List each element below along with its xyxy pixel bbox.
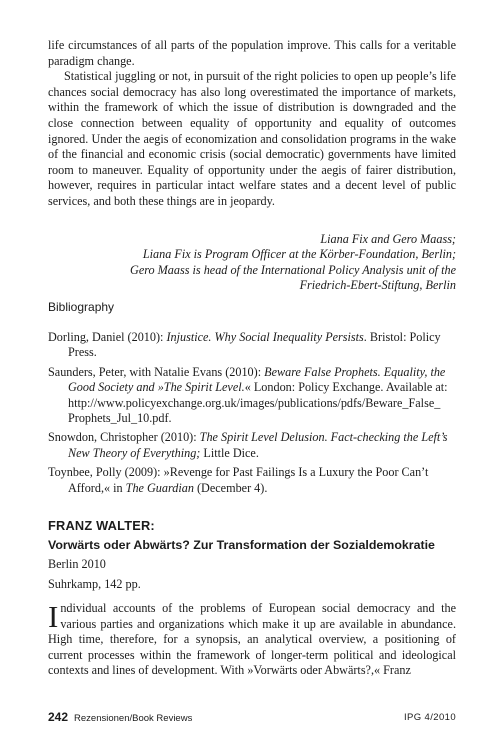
bib-rest: . Bristol: Policy Press. (68, 330, 441, 360)
signature-line-2: Liana Fix is Program Officer at the Körber-Foundation, Berlin; (142, 247, 456, 262)
bibliography-heading: Bibliography (48, 300, 115, 314)
review-dropcap: I (48, 599, 59, 634)
bib-rest: »Revenge for Past Failings Is a Luxury the Poor Can’t Afford,« in (68, 465, 429, 495)
bib-title: The Spirit Level Delusion. Fact-checking the Left’s New Theory of Everything; (68, 430, 448, 460)
signature-line-4: Friedrich-Ebert-Stiftung, Berlin (299, 278, 456, 293)
bibliography-entry (48, 365, 456, 427)
journal-issue: IPG 4/2010 (403, 712, 456, 723)
review-publisher: Suhrkamp, 142 pp. (48, 577, 141, 592)
bibliography-entry (48, 330, 456, 361)
review-paragraph: ndividual accounts of the problems of European social democracy and the various parties and organizations which make it up are available in abundance. High time, therefore, for a synopsis, an analytical overview, a positioning of current processes within the framework of longer-term political and ideological contexts and lines of development. With »Vorwärts oder Abwärts?,« Franz (48, 601, 456, 678)
bib-title: The Guardian (125, 480, 194, 495)
review-place-year: Berlin 2010 (48, 557, 106, 571)
review-book-title: Vorwärts oder Abwärts? Zur Transformation der Sozialdemokratie (48, 538, 435, 552)
bib-author: Dorling, Daniel (2010): (48, 330, 167, 344)
bibliography-entry (48, 430, 456, 461)
bib-rest-2: (December 4). (193, 480, 268, 495)
review-meta (48, 557, 456, 593)
bib-rest: « London: Policy Exchange. Available at: http://www.policyexchange.org.uk/images/publications/pdfs/Beware_False_ Prophets_Jul_10.pdf. (68, 380, 448, 426)
review-author: FRANZ WALTER: (48, 518, 155, 533)
page-number: 242 (48, 710, 69, 724)
intro-paragraph-1: life circumstances of all parts of the population improve. This calls for a veritable paradigm change. (48, 38, 456, 68)
bib-rest: Little Dice. (200, 445, 259, 460)
signature-line-1: Liana Fix and Gero Maass; (320, 232, 456, 246)
bibliography-list (48, 330, 456, 496)
bibliography-entry (48, 465, 456, 496)
bib-author: Toynbee, Polly (2009): (48, 465, 164, 480)
intro-text (48, 38, 456, 210)
section-name: Rezensionen/Book Reviews (74, 713, 193, 724)
signature-line-3: Gero Maass is head of the International Policy Analysis unit of the (130, 262, 456, 277)
bib-author: Snowdon, Christopher (2010): (48, 430, 200, 445)
page-footer (48, 710, 456, 724)
bib-title: Injustice. Why Social Inequality Persists (166, 330, 364, 344)
review-body (48, 601, 456, 679)
intro-paragraph-2: Statistical juggling or not, in pursuit of the right policies to open up people’s life chances social democracy has also long overestimated the importance of markets, within the framework of which the issue of distribution is downgraded and the close connection between equality of opportunity and equality of outcomes ignored. Under the aegis of economization and consolidation programs in the wake of the financial and economic crisis (social democratic) governments have limited room to maneuver. Equality of opportunity under the aegis of fairer distribution, however, requires in particular intact welfare states and a decent level of public services, and both these things are in jeopardy. (48, 69, 456, 208)
signature-block (48, 232, 456, 294)
bib-author: Saunders, Peter, with Natalie Evans (2010): (48, 364, 265, 379)
bib-title: Beware False Prophets. Equality, the Good Society and »The Spirit Level. (68, 364, 446, 395)
